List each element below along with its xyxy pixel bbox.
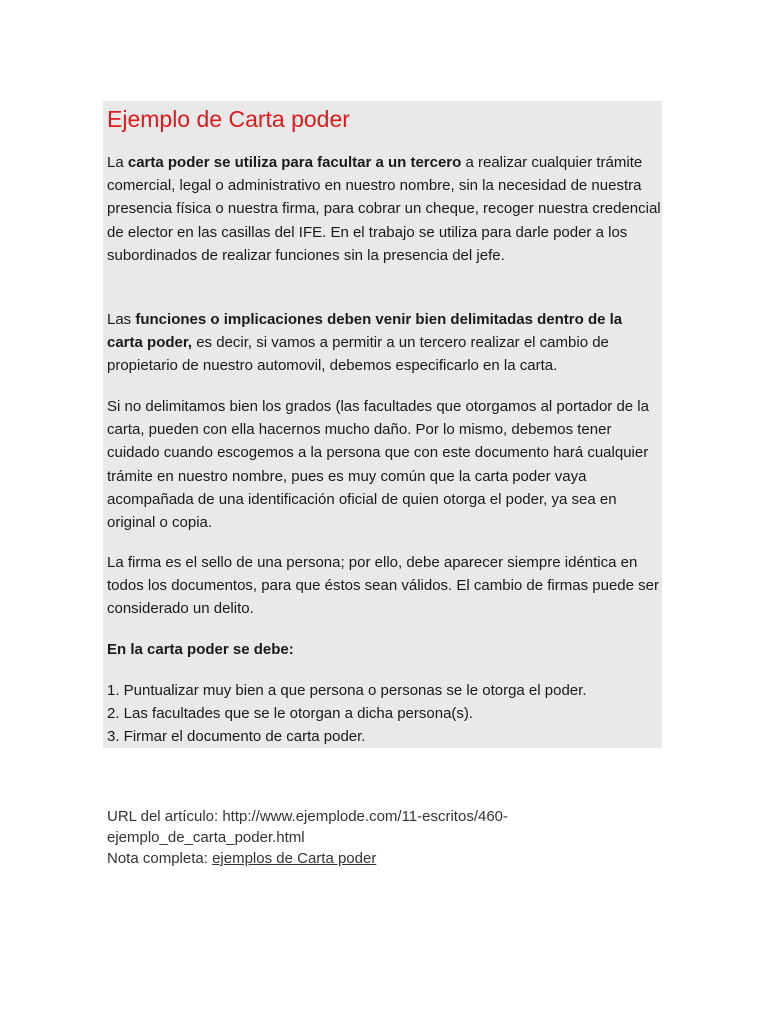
paragraph-limits: Si no delimitamos bien los grados (las facultades que otorgamos al portador de la carta, pueden con ella hacernos mucho daño. Por lo mismo, debemos tener cuidado cuando escogemos a la persona que con este documento hará cualquier trámite en nuestro nombre, pues es muy común que la carta poder vaya acompañada de una identificación oficial de quien otorga el poder, ya sea en original o copia. xyxy=(107,398,649,532)
note-line xyxy=(107,848,667,869)
p2-post: es decir, si vamos a permitir a un tercero realizar el cambio de propietario de nuestro automovil, debemos especificarlo en la carta. xyxy=(107,334,609,375)
list-item: 3. Firmar el documento de carta poder. xyxy=(107,728,366,746)
paragraph-signature: La firma es el sello de una persona; por ello, debe aparecer siempre idéntica en todos los documentos, para que éstos sean válidos. El cambio de firmas puede ser considerado un delito. xyxy=(107,554,659,618)
url-text-2: ejemplo_de_carta_poder.html xyxy=(107,829,305,846)
list-item: 2. Las facultades que se le otorgan a dicha persona(s). xyxy=(107,705,474,723)
url-line xyxy=(107,806,667,827)
article-title: Ejemplo de Carta poder xyxy=(107,106,350,132)
requirements-list xyxy=(107,679,586,749)
paragraph-functions xyxy=(107,308,662,378)
p2-pre: Las xyxy=(107,311,136,328)
article-box xyxy=(103,101,662,748)
note-label: Nota completa: xyxy=(107,850,213,867)
p1-pre: La xyxy=(107,154,128,171)
paragraph-intro xyxy=(107,151,662,267)
url-label: URL del artículo: xyxy=(107,808,223,825)
p2-bold: funciones o implicaciones deben venir bien delimitadas dentro de la carta poder, xyxy=(107,311,623,352)
note-link[interactable]: ejemplos de Carta poder xyxy=(212,850,377,867)
subheading: En la carta poder se debe: xyxy=(107,641,294,658)
url-text-1: http://www.ejemplode.com/11-escritos/460- xyxy=(222,808,509,825)
p1-post: a realizar cualquier trámite comercial, legal o administrativo en nuestro nombre, sin la necesidad de nuestra presencia física o nuestra firma, para cobrar un cheque, recoger nuestra credencial de elector en las casillas del IFE. En el trabajo se utiliza para darle poder a los subordinados de realizar funciones sin la presencia del jefe. xyxy=(107,154,661,264)
p1-bold: carta poder se utiliza para facultar a un tercero xyxy=(127,154,462,171)
list-item: 1. Puntualizar muy bien a que persona o personas se le otorga el poder. xyxy=(107,682,587,699)
article-footer xyxy=(107,806,667,869)
